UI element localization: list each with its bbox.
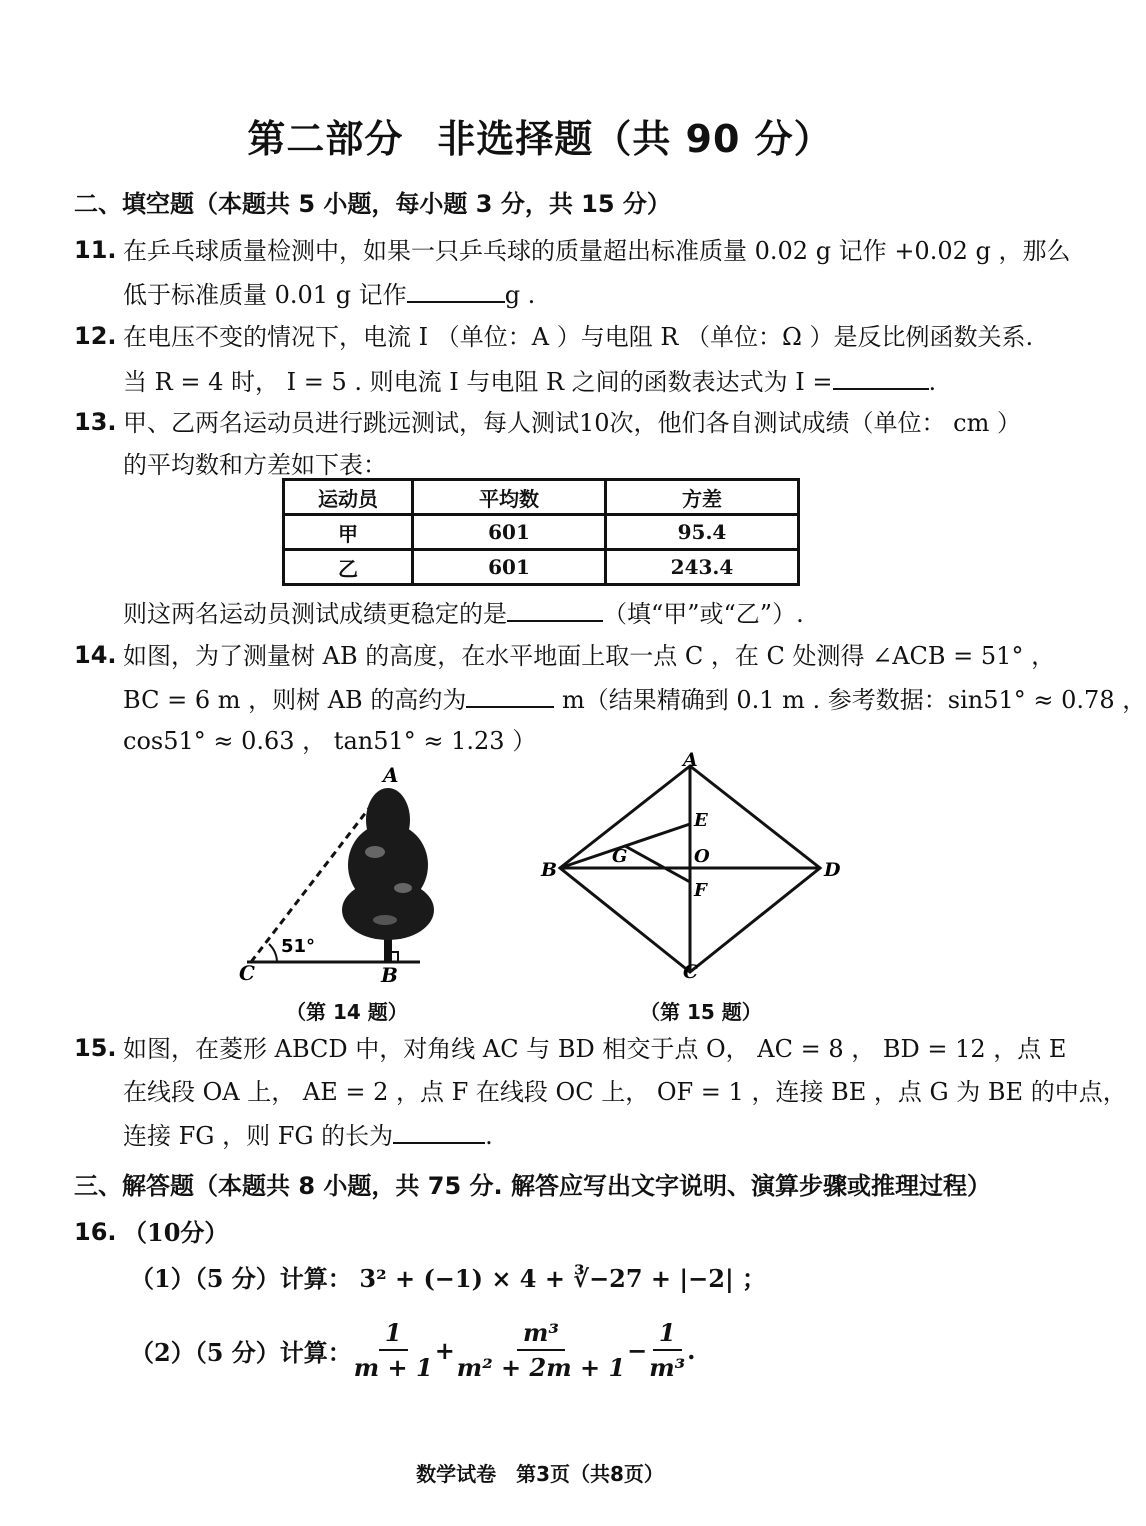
label-b: B — [381, 963, 398, 987]
label-b: B — [541, 859, 558, 881]
q13-after — [123, 598, 804, 629]
q14-number: 14. — [74, 641, 117, 669]
q14-caption: （第 14 题） — [286, 1000, 408, 1024]
page-title — [0, 108, 1080, 163]
q14-line1: 如图，为了测量树 AB 的高度，在水平地面上取一点 C ，在 C 处测得 ∠ACB = 51° ， — [123, 642, 1056, 670]
q16-points: （10分） — [123, 1218, 229, 1247]
tree-icon — [342, 788, 434, 940]
table-header: 平均数 — [413, 480, 606, 515]
table-row — [284, 515, 799, 550]
q15-line3 — [123, 1120, 493, 1151]
section-3-heading: 三、解答题（本题共 8 小题，共 75 分. 解答应写出文字说明、演算步骤或推理过程） — [74, 1172, 991, 1200]
q14-answer-blank[interactable] — [466, 684, 554, 708]
table-header-row — [284, 480, 799, 515]
q14-text: BC = 6 m ，则树 AB 的高约为 — [123, 686, 467, 714]
q14-tree-figure — [225, 760, 440, 990]
q14-line2 — [123, 684, 1146, 715]
q16-part2 — [130, 1318, 696, 1382]
table-cell: 乙 — [284, 550, 413, 585]
fraction-denominator: m + 1 — [353, 1353, 433, 1382]
table-header: 运动员 — [284, 480, 413, 515]
q11-unit: g . — [504, 281, 536, 309]
segment-gf — [625, 846, 690, 882]
label-c: C — [239, 961, 255, 985]
q12-text: 当 R = 4 时， I = 5 . 则电流 I 与电阻 R 之间的函数表达式为 I = — [123, 368, 833, 396]
label-f: F — [694, 880, 707, 901]
q13-text: 则这两名运动员测试成绩更稳定的是 — [123, 600, 507, 628]
q11-answer-blank[interactable] — [407, 279, 505, 303]
q11-number: 11. — [74, 236, 117, 264]
fraction-1 — [354, 1318, 433, 1382]
q13-number: 13. — [74, 408, 117, 436]
q12-line1: 在电压不变的情况下，电流 I （单位：A ）与电阻 R （单位：Ω ）是反比例函数关系. — [123, 323, 1034, 351]
q15-line1: 如图，在菱形 ABCD 中，对角线 AC 与 BD 相交于点 O， AC = 8 ， BD = 12 ，点 E — [123, 1035, 1067, 1063]
q12-number: 12. — [74, 322, 117, 350]
period: . — [687, 1335, 696, 1365]
q13-line1: 甲、乙两名运动员进行跳远测试，每人测试10次，他们各自测试成绩（单位： cm ） — [123, 409, 1021, 437]
q16-number: 16. — [74, 1218, 117, 1246]
q16-part1-label: （1）（5 分）计算： — [130, 1264, 352, 1293]
q15-end: . — [485, 1122, 493, 1150]
q13-line2: 的平均数和方差如下表： — [123, 451, 387, 479]
q11-text: 低于标准质量 0.01 g 记作 — [123, 281, 407, 309]
q16-part1 — [130, 1264, 766, 1294]
fraction-denominator: m³ — [649, 1353, 686, 1382]
fraction-3 — [649, 1318, 685, 1382]
q13-table — [282, 478, 800, 586]
q13-hint: （填“甲”或“乙”）. — [603, 600, 804, 628]
label-c: C — [683, 961, 699, 983]
q15-text: 连接 FG ，则 FG 的长为 — [123, 1122, 394, 1150]
table-cell: 95.4 — [606, 515, 799, 550]
table-cell: 601 — [413, 550, 606, 585]
minus-sign: − — [627, 1335, 648, 1365]
q16-part1-expression: 3² + (−1) × 4 + ∛−27 + |−2| ； — [359, 1264, 767, 1293]
fraction-numerator: 1 — [379, 1318, 408, 1351]
table-cell: 甲 — [284, 515, 413, 550]
table-header: 方差 — [606, 480, 799, 515]
plus-sign: + — [434, 1335, 455, 1365]
table-row — [284, 550, 799, 585]
fraction-numerator: m³ — [517, 1318, 565, 1351]
q15-answer-blank[interactable] — [393, 1120, 485, 1144]
q14-line3: cos51° ≈ 0.63 ， tan51° ≈ 1.23 ） — [123, 727, 537, 755]
label-d: D — [824, 859, 841, 881]
q15-rhombus-figure — [535, 749, 850, 992]
part-label: 第二部分 — [247, 117, 404, 161]
angle-label: 51° — [281, 936, 316, 957]
q12-end: . — [928, 368, 937, 396]
q11-line2 — [123, 279, 535, 310]
q15-number: 15. — [74, 1034, 117, 1062]
page-footer: 数学试卷 第3页（共8页） — [416, 1462, 664, 1486]
table-cell: 243.4 — [606, 550, 799, 585]
q16-part2-label: （2）（5 分）计算： — [130, 1337, 352, 1367]
section-2-heading: 二、填空题（本题共 5 小题，每小题 3 分，共 15 分） — [74, 190, 671, 218]
q15-caption: （第 15 题） — [640, 1000, 762, 1024]
table-cell: 601 — [413, 515, 606, 550]
fraction-2 — [457, 1318, 625, 1382]
q12-line2 — [123, 366, 936, 397]
label-o: O — [694, 846, 710, 867]
label-a: A — [383, 763, 399, 787]
q14-reference: m（结果精确到 0.1 m . 参考数据：sin51° ≈ 0.78 ， — [561, 686, 1146, 714]
part-name: 非选择题（共 90 分） — [437, 117, 833, 161]
label-g: G — [612, 846, 628, 867]
label-e: E — [694, 810, 708, 831]
q11-line1: 在乒乓球质量检测中，如果一只乒乓球的质量超出标准质量 0.02 g 记作 +0.02 g ，那么 — [123, 237, 1071, 265]
fraction-numerator: 1 — [653, 1318, 682, 1351]
q12-answer-blank[interactable] — [833, 366, 929, 390]
label-a: A — [683, 749, 698, 771]
q13-answer-blank[interactable] — [507, 598, 603, 622]
q15-line2: 在线段 OA 上， AE = 2 ，点 F 在线段 OC 上， OF = 1 ，连接 BE ，点 G 为 BE 的中点， — [123, 1078, 1127, 1106]
angle-arc — [269, 944, 277, 962]
fraction-denominator: m² + 2m + 1 — [456, 1353, 626, 1382]
